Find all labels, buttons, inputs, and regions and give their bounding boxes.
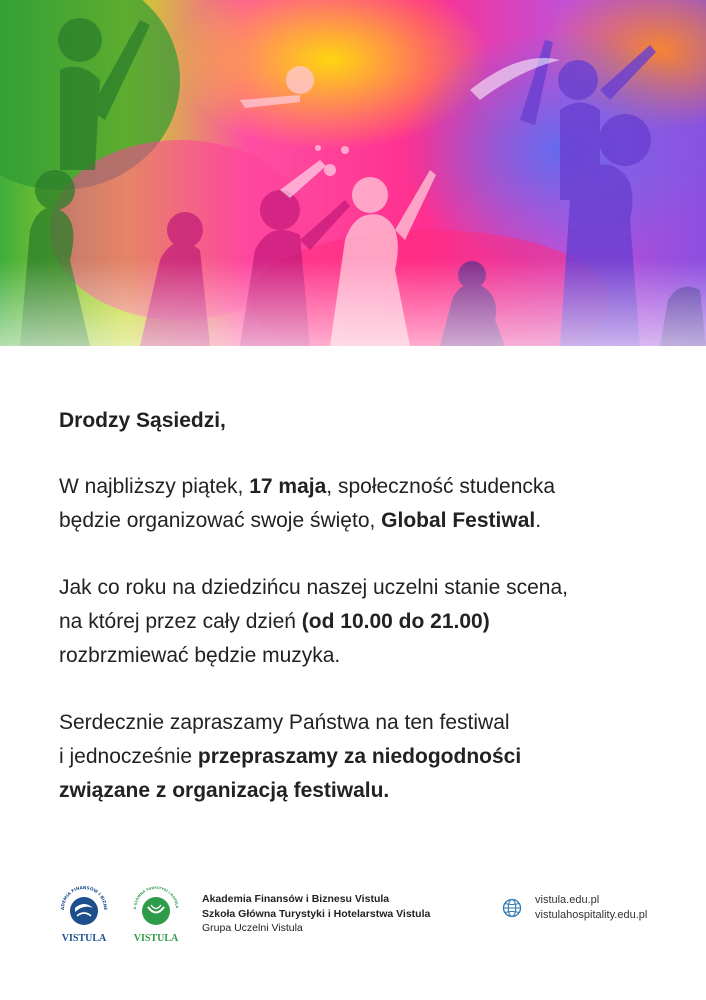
paragraph-stage-info bbox=[59, 571, 659, 673]
greeting: Drodzy Sąsiedzi, bbox=[59, 409, 226, 432]
text: Serdecznie zapraszamy Państwa na ten festiwal bbox=[59, 711, 510, 734]
paragraph-festival-announcement bbox=[59, 470, 659, 538]
globe-icon bbox=[502, 898, 522, 918]
org-name: Szkoła Główna Turystyki i Hotelarstwa Vistula bbox=[202, 907, 431, 920]
text: , społeczność studencka bbox=[326, 475, 556, 498]
festival-hours: (od 10.00 do 21.00) bbox=[301, 610, 490, 633]
website-links bbox=[535, 893, 647, 923]
text: będzie organizować swoje święto, bbox=[59, 509, 382, 532]
text: Jak co roku na dziedzińcu naszej uczelni stanie scena, bbox=[59, 576, 568, 599]
text: na której przez cały dzień bbox=[59, 610, 302, 633]
logo-ring-text: ADEMIA FINANSÓW I BIZNE bbox=[59, 884, 109, 911]
organization-list bbox=[202, 892, 430, 936]
text: W najbliższy piątek, bbox=[59, 475, 250, 498]
apology-text: związane z organizacją festiwalu. bbox=[59, 779, 390, 802]
logo-name: VISTULA bbox=[133, 933, 179, 944]
website-link[interactable]: vistula.edu.pl bbox=[535, 894, 600, 906]
website-link[interactable]: vistulahospitality.edu.pl bbox=[535, 909, 648, 921]
festival-date: 17 maja bbox=[249, 475, 327, 498]
text: rozbrzmiewać będzie muzyka. bbox=[59, 644, 341, 667]
festival-banner-image bbox=[0, 0, 706, 346]
logo-ring-text: A GŁÓWNA TURYSTYKI I HOTELA bbox=[132, 885, 180, 910]
letter-body bbox=[59, 404, 659, 808]
paragraph-invitation bbox=[59, 706, 659, 808]
text: . bbox=[535, 509, 542, 532]
vistula-hospitality-logo bbox=[127, 882, 185, 944]
festival-name: Global Festiwal bbox=[381, 509, 536, 532]
logo-name: VISTULA bbox=[61, 933, 107, 944]
footer bbox=[0, 880, 706, 950]
text: i jednocześnie bbox=[59, 745, 198, 768]
org-name: Akademia Finansów i Biznesu Vistula bbox=[202, 893, 390, 905]
group-name: Grupa Uczelni Vistula bbox=[202, 922, 303, 934]
apology-text: przepraszamy za niedogodności bbox=[197, 745, 522, 768]
vistula-akademia-logo bbox=[55, 882, 113, 944]
